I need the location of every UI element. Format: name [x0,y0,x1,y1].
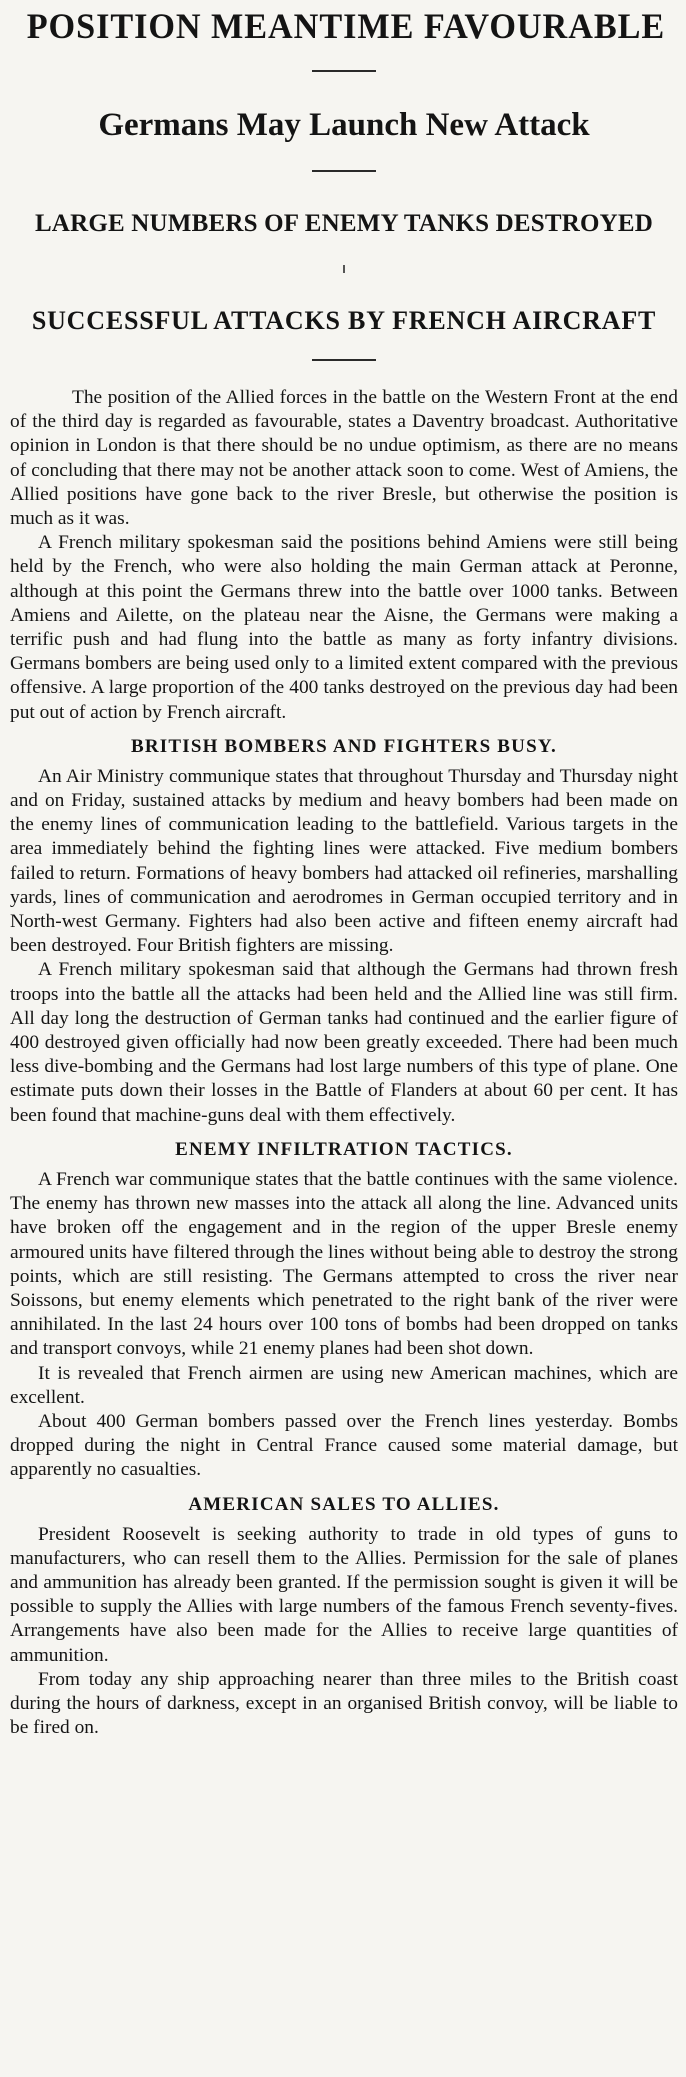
article-paragraph: A French military spokesman said that although the Germans had thrown fresh troops into the battle all the attacks had been held and the Allied line was still firm. All day long the destruction of German tanks had continued and the earlier figure of 400 destroyed given officially had now been greatly exceeded. There had been much less dive-bombing and the Germans had lost large numbers of this type of plane. One estimate puts down their losses in the Battle of Flanders at about 60 per cent. It has been found that machine-guns deal with them effectively. [10,959,678,1126]
subheading: BRITISH BOMBERS AND FIGHTERS BUSY. [130,735,557,757]
divider-rule [312,359,376,361]
headline-main: POSITION MEANTIME FAVOURABLE [26,6,666,46]
article-paragraph: President Roosevelt is seeking authority to trade in old types of guns to manufacturers, who can resell them to the Allies. Permission for the sale of planes and ammunition has already been granted. If the permission sought is given it will be possible to supply the Allies with large numbers of the famous French seventy-fives. Arrangements have also been made for the Allies to receive large quantities of ammunition. [10,1523,678,1666]
headline-quaternary: SUCCESSFUL ATTACKS BY FRENCH AIRCRAFT [31,306,657,335]
divider-tick [343,265,345,273]
article-body [10,386,678,1740]
divider-rule [312,170,376,172]
headline-tertiary: LARGE NUMBERS OF ENEMY TANKS DESTROYED [34,210,654,237]
article-paragraph: From today any ship approaching nearer than three miles to the British coast during the hours of darkness, except in an organised British convoy, will be liable to be fired on. [10,1668,678,1739]
subheading: ENEMY INFILTRATION TACTICS. [175,1138,513,1160]
article-paragraph: A French war communique states that the battle continues with the same violence. The enemy has thrown new masses into the attack all along the line. Advanced units have broken off the engagement and in the region of the upper Bresle enemy armoured units have filtered through the lines without being able to destroy the strong points, which are still resisting. The Germans attempted to cross the river near Soissons, but enemy elements which penetrated to the right bank of the river were annihilated. In the last 24 hours over 100 tons of bombs had been dropped on tanks and transport convoys, while 21 enemy planes had been shot down. [10,1168,678,1360]
headline-secondary: Germans May Launch New Attack [98,107,590,143]
article-paragraph: A French military spokesman said the positions behind Amiens were still being held by the French, who were also holding the main German attack at Peronne, although at this point the Germans threw into the battle over 1000 tanks. Between Amiens and Ailette, on the plateau near the Aisne, the Germans were making a terrific push and had flung into the battle as many as forty infantry divisions. Germans bombers are being used only to a limited extent compared with the previous offensive. A large proportion of the 400 tanks destroyed on the previous day had been put out of action by French aircraft. [10,532,678,723]
article-paragraph: The position of the Allied forces in the battle on the Western Front at the end of the third day is regarded as favourable, states a Daventry broadcast. Authoritative opinion in London is that there should be no undue optimism, as there are no means of concluding that there may not be another attack soon to come. West of Amiens, the Allied positions have gone back to the river Bresle, but otherwise the position is much as it was. [10,387,678,530]
article-paragraph: An Air Ministry communique states that throughout Thursday and Thursday night and on Friday, sustained attacks by medium and heavy bombers had been made on the enemy lines of communication leading to the battlefield. Various targets in the area immediately behind the fighting lines were attacked. Five medium bombers failed to return. Formations of heavy bombers had attacked oil refineries, marshalling yards, lines of communication and aerodromes in German occupied territory and in North-west Germany. Fighters had also been active and fifteen enemy aircraft had been destroyed. Four British fighters are missing. [10,765,678,957]
subheading: AMERICAN SALES TO ALLIES. [188,1493,500,1515]
article-paragraph: About 400 German bombers passed over the French lines yesterday. Bombs dropped during the night in Central France caused some material damage, but apparently no casualties. [10,1410,678,1481]
divider-rule [312,70,376,72]
article-paragraph: It is revealed that French airmen are using new American machines, which are excellent. [10,1362,678,1408]
